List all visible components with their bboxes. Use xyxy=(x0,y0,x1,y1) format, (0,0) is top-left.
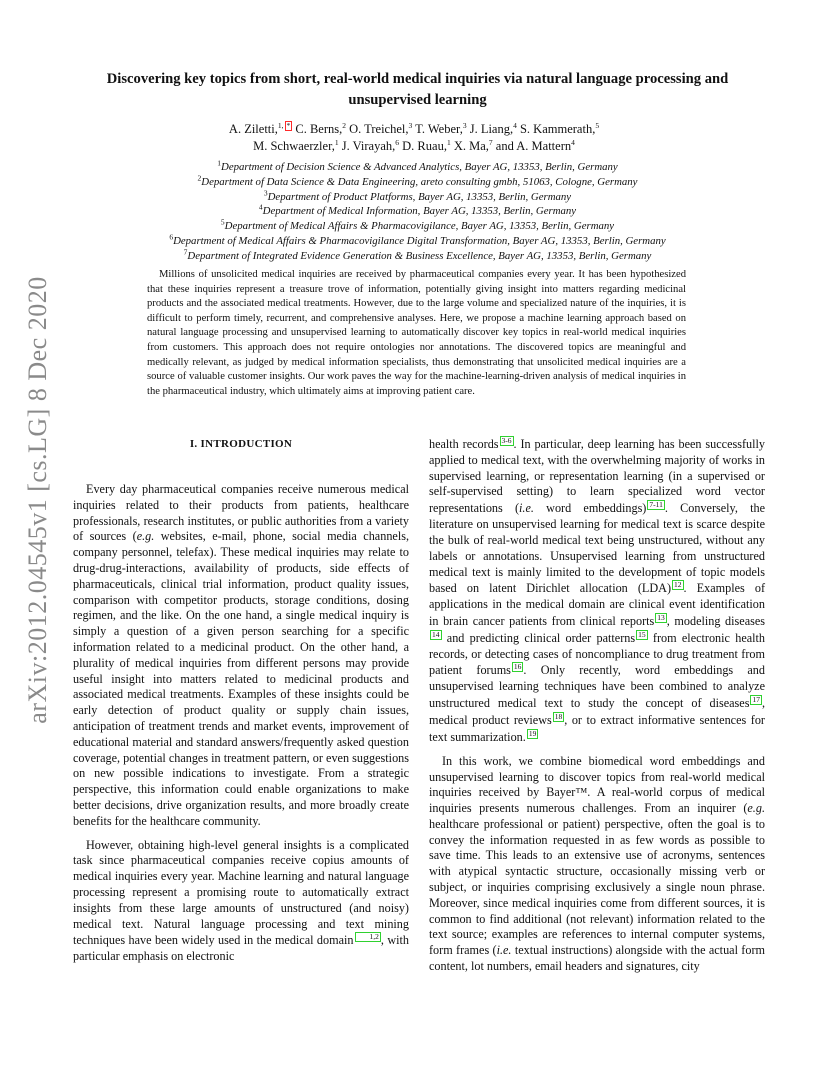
affiliation-text: Department of Decision Science & Advanced Analytics, Bayer AG, 13353, Berlin, Germany xyxy=(221,161,618,173)
author-name: A. Ziletti, xyxy=(228,122,278,137)
body-paragraph xyxy=(429,436,765,746)
body-paragraph xyxy=(73,838,409,965)
body-text: from electronic health records, or detecting cases of noncompliance to drug treatment from patient forums xyxy=(429,630,766,678)
body-text: . In particular, deep learning has been successfully applied to medical text, with the overwhelming majority of works in supervised learning, or representation learning (in a supervised or self-supervised setting) to learn specialized word vector representations ( xyxy=(429,437,765,516)
author-name: and A. Mattern xyxy=(495,139,572,154)
affiliation-line xyxy=(70,190,765,205)
body-text: However, obtaining high-level general insights is a complicated task since pharmaceutical companies receive copius amounts of medical inquiries every year. Machine learning and natural language processing represent a promising route to automatically extract insights from these large amounts of unstructured (and noisy) medical text. Natural language processing and text mining techniques have been widely used in the medical domain xyxy=(73,837,409,948)
body-text: , modeling diseases xyxy=(666,614,765,629)
body-text: . Only recently, word embeddings and unsupervised learning techniques have been combined to analyze unstructured medical text to study the concept of diseases xyxy=(429,663,765,711)
author-name: J. Virayah, xyxy=(341,139,396,154)
author-affiliation-number: 7 xyxy=(488,138,493,147)
affiliation-line xyxy=(70,219,765,234)
affiliation-text: Department of Product Platforms, Bayer AG, 13353, Berlin, Germany xyxy=(267,190,572,203)
body-text: websites, e-mail, phone, social media channels, company personnel, telefax). These medical inquiries may relate to drug-drug-interactions, availability of products, side effects of pharmaceuticals, clinical trial information, product quality issues, comparison with competitor products, storage conditions, dosing regimen, and the like. On the one hand, a single medical inquiry is simply a question of a given person searching for a specific information related to a medicinal product. On the other hand, a plurality of medical inquiries from different persons may provide useful insight into matters related to medicinal products and associated medical treatments. Examples of these insights could be early detection of product quality or supply chain issues, anticipation of treatment trends and market events, improvement of educational material and standard answers/frequently asked question coverage, potential changes in treatment pattern, or even suggestions on new possible indications to investigate. From a strategic perspective, this information could enable organizations to make better decisions, drive organization results, and more broadly create benefits for the healthcare community. xyxy=(73,529,409,828)
abstract-text: Millions of unsolicited medical inquiries are received by pharmaceutical companies every year. It has been hypothesized that these inquiries represent a treasure trove of information, potentially giving insight into matters regarding medicinal products and the associated medical treatments. However, due to the large volume and specialized nature of the inquiries, it is difficult to perform timely, recurrent, and comprehensive analyses. Here, we propose a machine learning approach based on natural language processing and unsupervised learning to automatically discover key topics in real-world medical inquiries from customers. This approach does not require ontologies nor annotations. The discovered topics are meaningful and medically relevant, as judged by medical information specialists, thus demonstrating that unsolicited medical inquiries are a source of valuable customer insights. Our work paves the way for the machine-learning-driven analysis of medical inquiries in the pharmaceutical industry, which ultimately aims at improving patient care. xyxy=(147,269,686,397)
author-affiliation-number: 2 xyxy=(342,121,346,130)
author-name: J. Liang, xyxy=(469,122,514,137)
body-text: word embeddings) xyxy=(533,501,647,516)
body-paragraph xyxy=(429,754,765,975)
section-heading: I. INTRODUCTION xyxy=(189,438,293,450)
affiliation-line xyxy=(70,175,765,190)
affiliation-number: 4 xyxy=(258,202,263,212)
citation-link[interactable]: 17 xyxy=(752,695,760,705)
arxiv-stamp-text: arXiv:2012.04545v1 [cs.LG] 8 Dec 2020 xyxy=(23,276,52,724)
citation-link[interactable]: 7-11 xyxy=(649,500,663,510)
body-text: , or to extract informative sentences for text summarization. xyxy=(429,713,765,744)
emphasis-text: e.g. xyxy=(136,529,155,544)
affiliation-text: Department of Medical Affairs & Pharmacovigilance, Bayer AG, 13353, Berlin, Germany xyxy=(224,220,615,233)
author-name: C. Berns, xyxy=(295,122,343,137)
affiliation-line xyxy=(70,160,765,175)
affiliation-text: Department of Data Science & Data Engineering, areto consulting gmbh, 51063, Cologne, Germany xyxy=(201,175,638,188)
author-affiliation-number: 4 xyxy=(571,138,575,147)
citation-link[interactable]: 3-6 xyxy=(501,436,512,445)
author-name: T. Weber, xyxy=(415,122,463,137)
body-text: and predicting clinical order patterns xyxy=(441,630,636,645)
author-affiliation-number: 6 xyxy=(395,138,400,147)
body-text: health records xyxy=(429,437,499,452)
body-text: healthcare professional or patient) perspective, often the goal is to convey the information requested in as few words as possible to save time. This leads to an extensive use of acronyms, sentences with atypical syntactic structure, occasionally missing verb or subject, or inquiries comprising exclusively a single noun phrase. Moreover, since medical inquiries come from different sources, it is common to find additional (not relevant) information related to the text source; examples are references to internal computer systems, form frames ( xyxy=(429,816,765,958)
affiliation-number: 5 xyxy=(220,217,225,227)
emphasis-text: e.g. xyxy=(747,801,765,816)
body-text: textual instructions) alongside with the actual form content, lot numbers, email headers and signatures, city xyxy=(429,943,765,974)
citation-link[interactable]: 19 xyxy=(528,728,537,738)
body-text: . Conversely, the literature on unsupervised learning for medical text is scarce despite the bulk of real-world medical text being unstructured, without any labels or annotations. Unsupervised learning from unstructured medical text is mainly limited to the development of topic models based on latent Dirichlet allocation (LDA) xyxy=(429,501,765,596)
arxiv-stamp xyxy=(18,276,58,724)
affiliation-line xyxy=(70,204,765,219)
paper-title: Discovering key topics from short, real-world medical inquiries via natural language processing and unsupervised learning xyxy=(106,71,729,108)
citation-link[interactable]: 12 xyxy=(674,580,682,590)
affiliation-list xyxy=(70,160,765,264)
body-text: In this work, we combine biomedical word embeddings and unsupervised learning to discover topics from real-world medical inquiries received by Bayer™. A real-world corpus of medical inquiries presents numerous challenges. From an inquirer ( xyxy=(429,753,765,816)
citation-link[interactable]: 16 xyxy=(513,662,522,672)
body-paragraph xyxy=(73,482,409,830)
citation-link[interactable]: 14 xyxy=(432,629,440,639)
affiliation-number: 7 xyxy=(183,247,188,257)
citation-link[interactable]: 13 xyxy=(657,612,665,622)
author-affiliation-number: 1, xyxy=(277,121,284,130)
author-affiliation-number: 1 xyxy=(446,138,451,147)
author-affiliation-number: 1 xyxy=(334,138,339,147)
author-name: D. Ruau, xyxy=(402,139,447,154)
left-column xyxy=(73,436,409,973)
affiliation-line xyxy=(70,249,765,264)
body-text: , with particular emphasis on electronic xyxy=(73,933,410,964)
corresponding-author-link[interactable]: * xyxy=(286,121,291,130)
affiliation-number: 3 xyxy=(263,188,268,197)
citation-link[interactable]: 1,2 xyxy=(355,932,381,942)
affiliation-line xyxy=(70,234,765,249)
body-text: , medical product reviews xyxy=(429,696,765,728)
affiliation-text: Department of Integrated Evidence Generation & Business Excellence, Bayer AG, 13353, Berlin, Germany xyxy=(187,249,652,262)
right-column xyxy=(429,436,765,983)
abstract xyxy=(147,268,686,399)
affiliation-number: 1 xyxy=(217,158,222,168)
affiliation-text: Department of Medical Information, Bayer AG, 13353, Berlin, Germany xyxy=(262,205,577,218)
emphasis-text: i.e. xyxy=(519,501,534,516)
author-affiliation-number: 4 xyxy=(513,121,517,130)
citation-link[interactable]: 18 xyxy=(554,711,563,721)
author-name: M. Schwaerzler, xyxy=(253,139,335,154)
affiliation-number: 6 xyxy=(169,232,174,242)
body-text: . Examples of applications in the medical domain are clinical event identification in brain cancer patients from clinical reports xyxy=(429,581,766,629)
affiliation-number: 2 xyxy=(197,173,202,183)
citation-link[interactable]: 15 xyxy=(638,629,646,639)
author-name: X. Ma, xyxy=(453,139,489,154)
affiliation-text: Department of Medical Affairs & Pharmacovigilance Digital Transformation, Bayer AG, 13353, Berlin, Germany xyxy=(173,234,666,247)
author-list xyxy=(100,121,728,155)
author-affiliation-number: 3 xyxy=(462,121,467,130)
emphasis-text: i.e. xyxy=(496,943,512,958)
body-text: Every day pharmaceutical companies receive numerous medical inquiries related to their products from patients, healthcare professionals, research institutes, or public authorities from a variety of sources ( xyxy=(73,482,409,544)
author-affiliation-number: 5 xyxy=(595,121,600,130)
author-name: O. Treichel, xyxy=(349,122,409,137)
author-affiliation-number: 3 xyxy=(408,121,413,130)
author-name: S. Kammerath, xyxy=(519,122,596,137)
